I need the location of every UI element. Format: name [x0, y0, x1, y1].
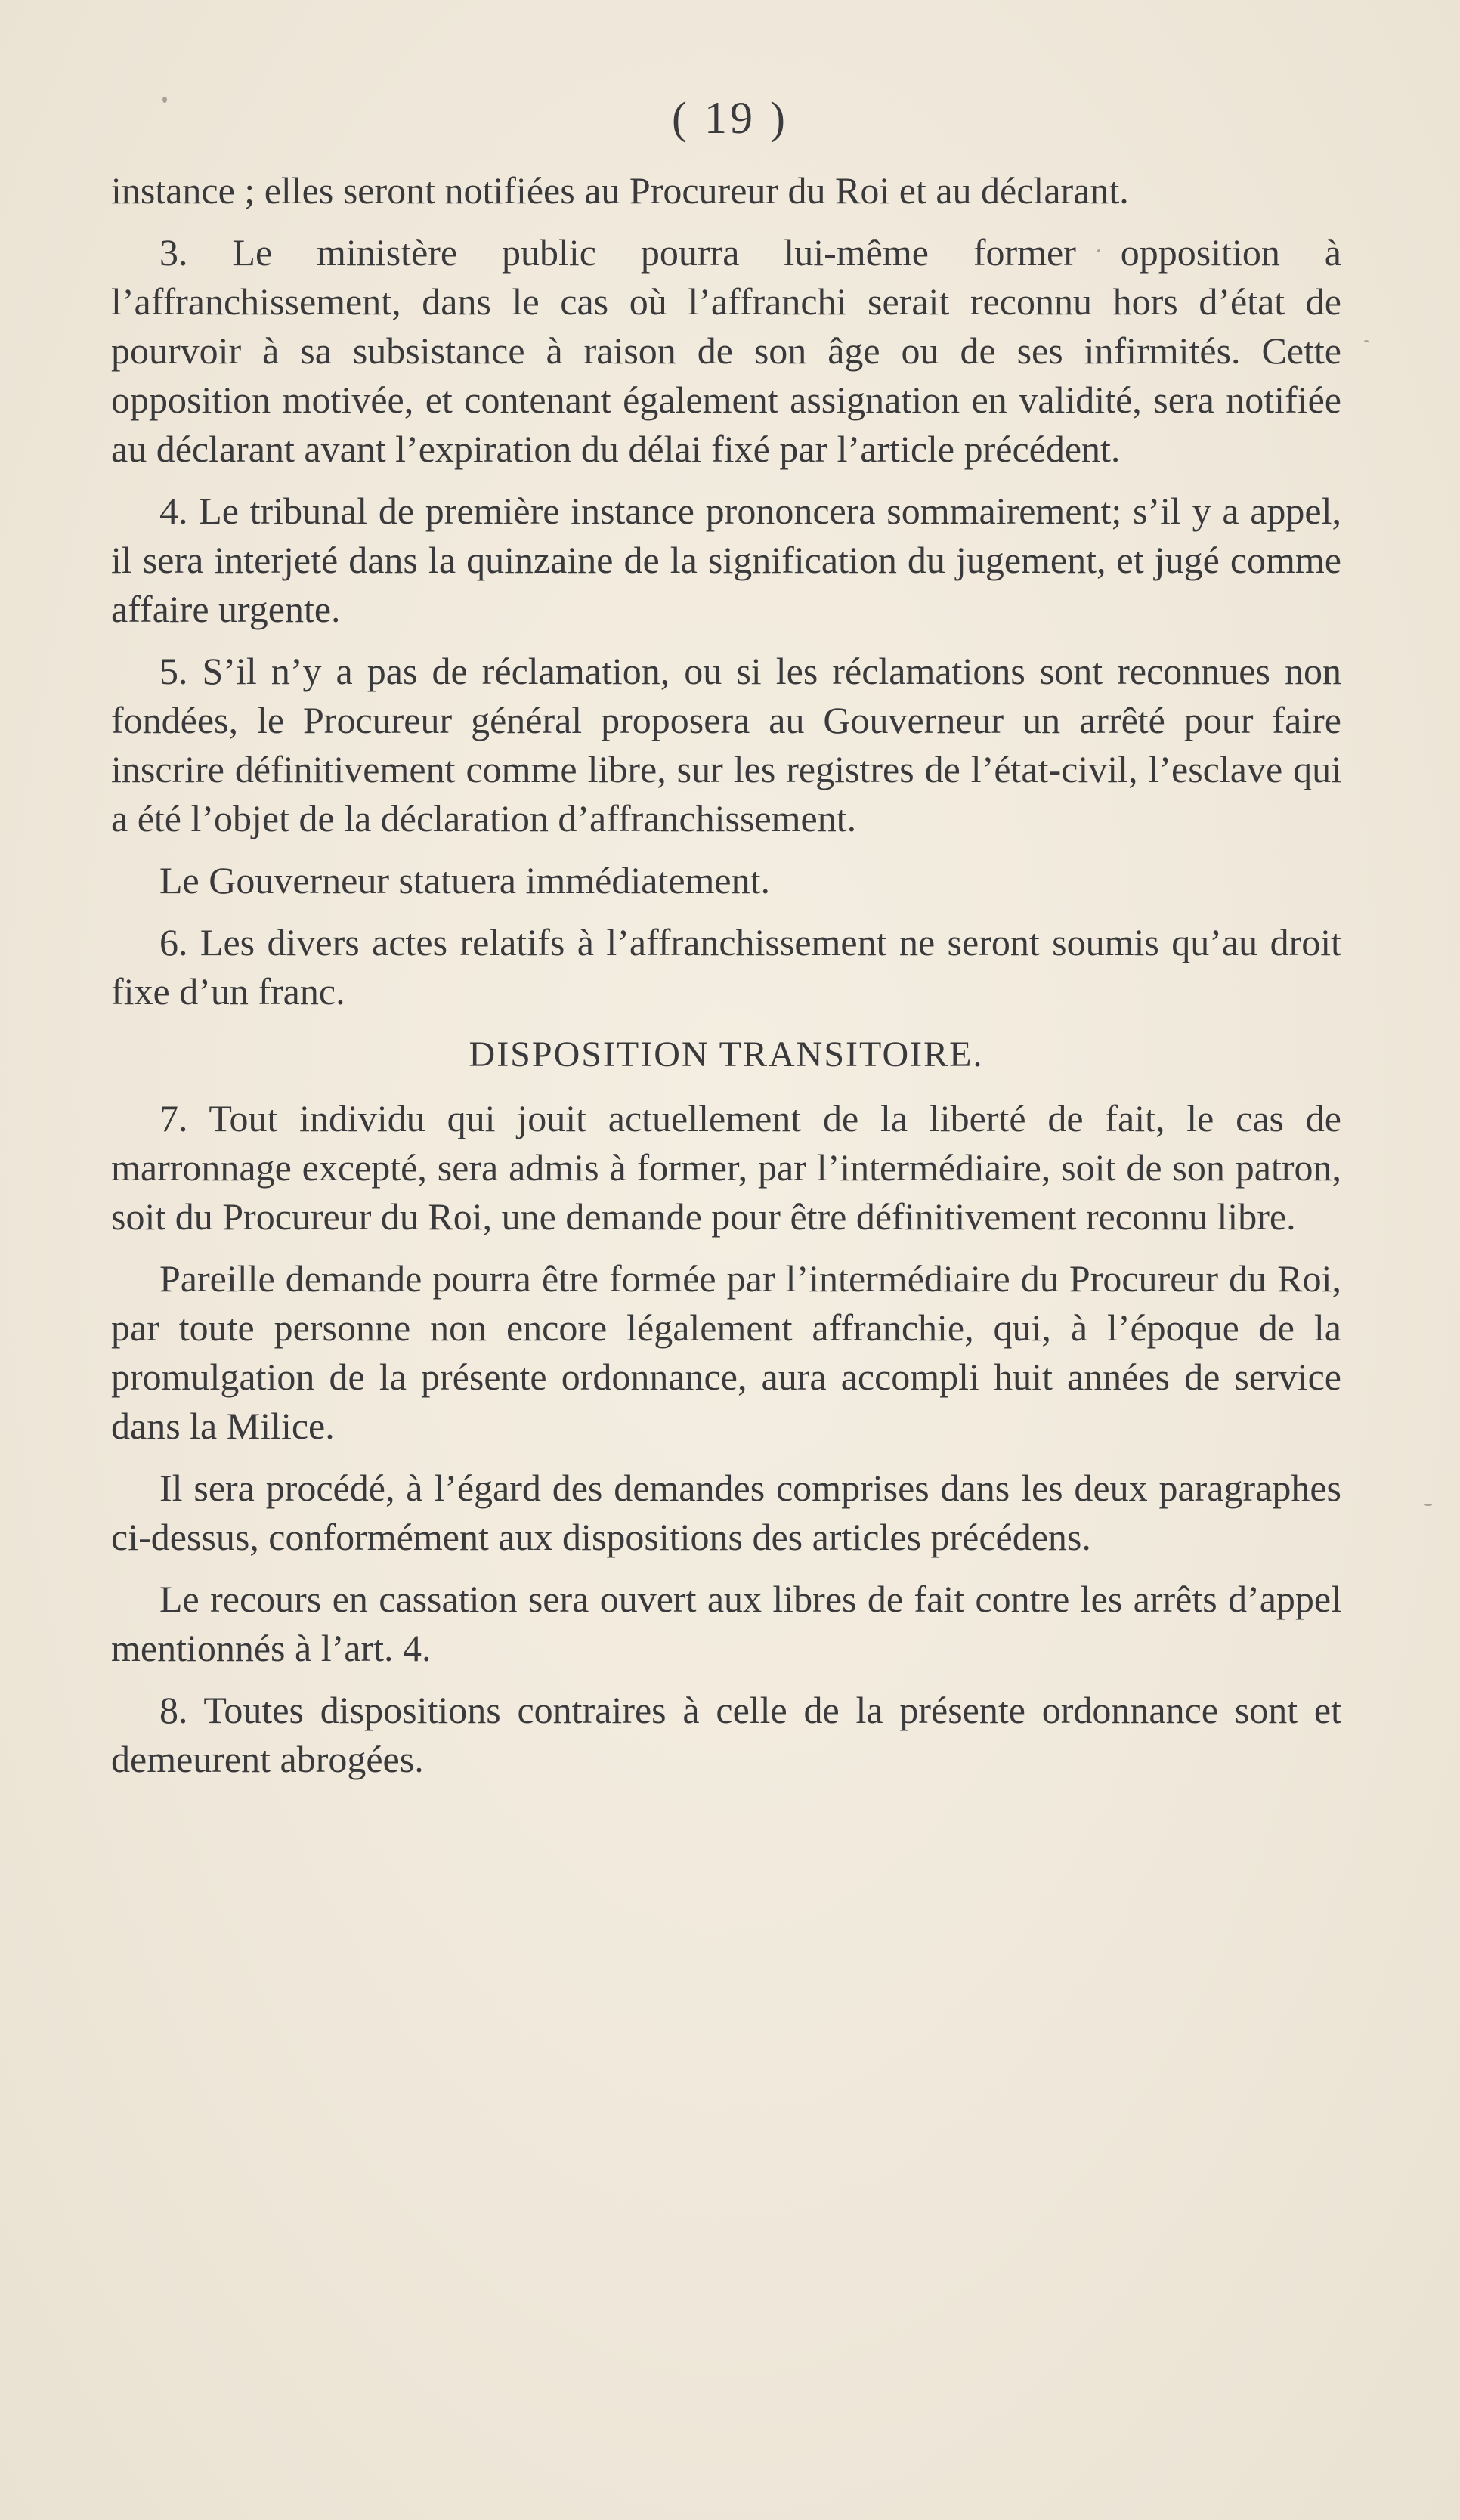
paragraph-cassation: Le recours en cassation sera ouvert aux libres de fait contre les arrêts d’appel mentionnés à l’art. 4. — [111, 1578, 1341, 1669]
article-8: 8. Toutes dispositions contraires à celle de la présente ordonnance sont et demeurent abrogées. — [111, 1689, 1341, 1780]
article-3: 3. Le ministère public pourra lui-même former opposition à l’affranchissement, dans le cas où l’affranchi serait reconnu hors d’état de pourvoir à sa subsistance à raison de son âge ou de ses infirmités. Cette opposition motivée, et contenant également assignation en validité, sera notifiée au déclarant avant l’expiration du délai fixé par l’article précédent. — [111, 231, 1341, 470]
paper-speck — [1364, 340, 1369, 342]
paper-speck — [1424, 1504, 1432, 1506]
section-heading: DISPOSITION TRANSITOIRE. — [469, 1034, 984, 1074]
paragraph-governor: Le Gouverneur statuera immédiatement. — [159, 859, 771, 901]
body-text — [111, 166, 1341, 1797]
paragraph-continuation: instance ; elles seront notifiées au Procureur du Roi et au déclarant. — [111, 169, 1129, 212]
paragraph-milice: Pareille demande pourra être formée par l’intermédiaire du Procureur du Roi, par toute personne non encore légalement affranchie, qui, à l’époque de la promulgation de la présente ordonnance, aura accompli huit années de service dans la Milice. — [111, 1257, 1341, 1447]
article-7: 7. Tout individu qui jouit actuellement de la liberté de fait, le cas de marronnage excepté, sera admis à former, par l’intermédiaire, soit de son patron, soit du Procureur du Roi, une demande pour être définitivement reconnu libre. — [111, 1097, 1341, 1238]
page-number: ( 19 ) — [672, 93, 788, 143]
article-5: 5. S’il n’y a pas de réclamation, ou si les réclamations sont reconnues non fondées, le Procureur général proposera au Gouverneur un arrêté pour faire inscrire définitivement comme libre, sur les registres de l’état-civil, l’esclave qui a été l’objet de la déclaration d’affranchissement. — [111, 650, 1341, 839]
article-6: 6. Les divers actes relatifs à l’affranchissement ne seront soumis qu’au droit fixe d’un franc. — [111, 921, 1341, 1013]
article-4: 4. Le tribunal de première instance prononcera sommairement; s’il y a appel, il sera interjeté dans la quinzaine de la signification du jugement, et jugé comme affaire urgente. — [111, 490, 1341, 630]
paragraph-procedure: Il sera procédé, à l’égard des demandes comprises dans les deux paragraphes ci-dessus, conformément aux dispositions des articles précédens. — [111, 1467, 1341, 1558]
